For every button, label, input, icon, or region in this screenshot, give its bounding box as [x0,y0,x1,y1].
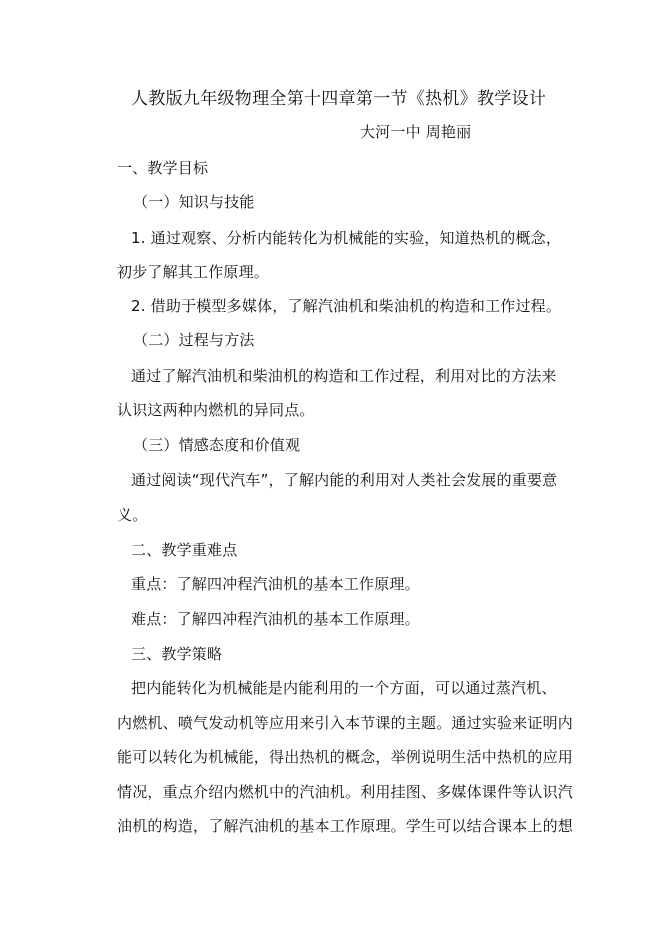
paragraph-line: 难点：了解四冲程汽油机的基本工作原理。 [131,610,420,628]
subheading-process-method: （二）过程与方法 [133,331,255,349]
paragraph-line: 义。 [117,506,148,524]
paragraph-line: 1. 通过观察、分析内能转化为机械能的实验，知道热机的概念， [131,229,562,247]
paragraph-line: 情况，重点介绍内燃机中的汽油机。利用挂图、多媒体课件等认识汽 [117,783,574,801]
paragraph-line: 2. 借助于模型多媒体，了解汽油机和柴油机的构造和工作过程。 [131,297,562,315]
subheading-knowledge-skills: （一）知识与技能 [133,193,255,211]
subheading-attitude-values: （三）情感态度和价值观 [133,436,301,454]
paragraph-line: 通过了解汽油机和柴油机的构造和工作过程，利用对比的方法来 [131,367,557,385]
paragraph-line: 通过阅读“现代汽车”，了解内能的利用对人类社会发展的重要意 [131,471,558,489]
paragraph-line: 重点：了解四冲程汽油机的基本工作原理。 [131,575,420,593]
heading-key-difficult-points: 二、教学重难点 [131,541,238,559]
paragraph-line: 认识这两种内燃机的异同点。 [117,401,315,419]
paragraph-line: 内燃机、喷气发动机等应用来引入本节课的主题。通过实验来证明内 [117,714,574,732]
author-line: 大河一中 周艳丽 [360,123,472,141]
paragraph-line: 能可以转化为机械能，得出热机的概念，举例说明生活中热机的应用 [117,748,574,766]
heading-teaching-goals: 一、教学目标 [117,159,209,177]
paragraph-line: 油机的构造，了解汽油机的基本工作原理。学生可以结合课本上的想 [117,817,574,835]
paragraph-line: 初步了解其工作原理。 [117,263,270,281]
heading-teaching-strategy: 三、教学策略 [131,645,223,663]
document-title: 人教版九年级物理全第十四章第一节《热机》教学设计 [131,89,547,109]
paragraph-line: 把内能转化为机械能是内能利用的一个方面，可以通过蒸汽机、 [131,679,557,697]
